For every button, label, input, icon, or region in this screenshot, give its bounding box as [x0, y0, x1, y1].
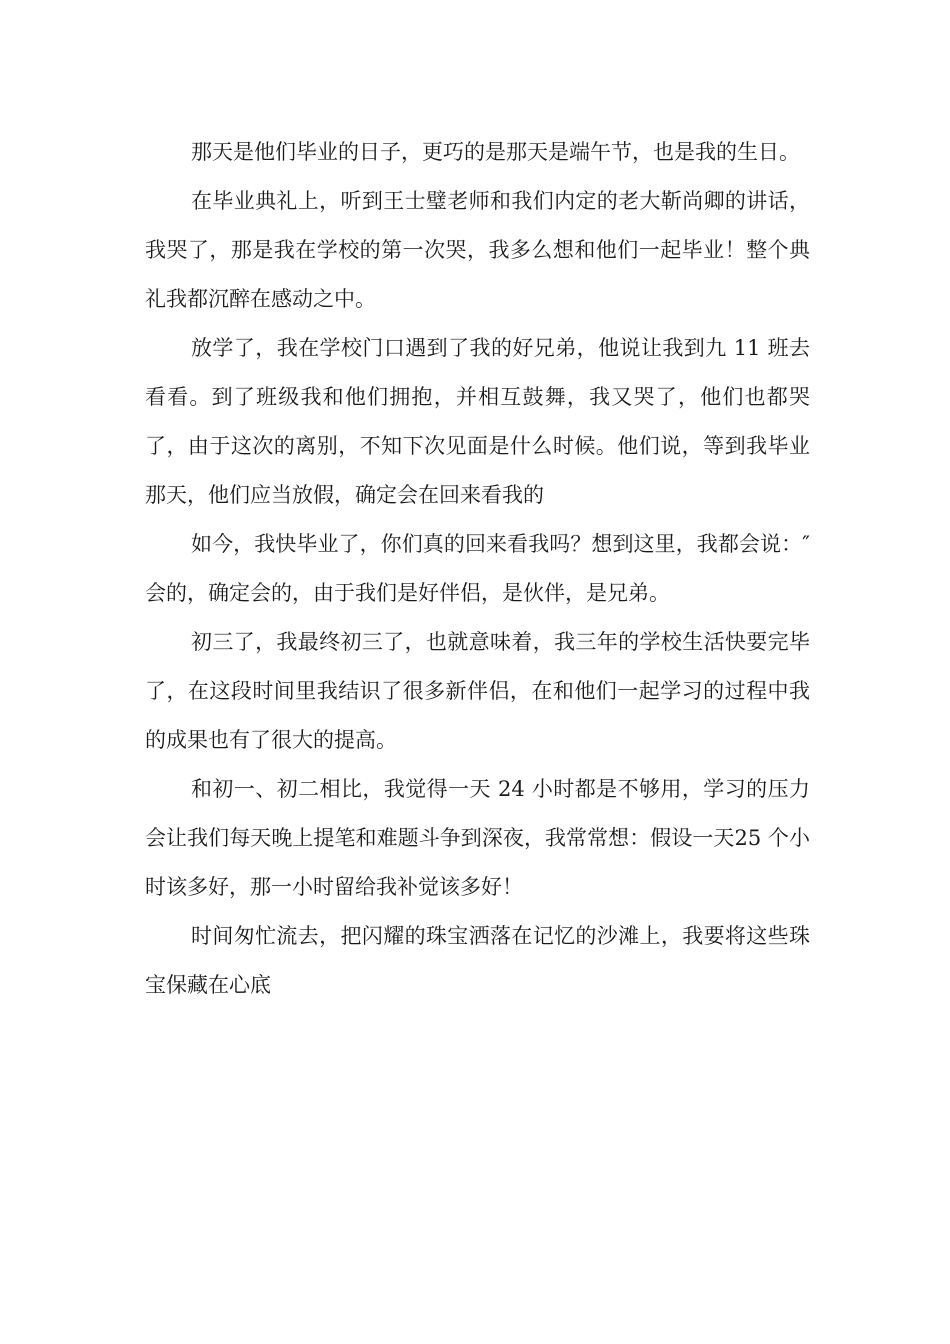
paragraph: 那天是他们毕业的日子，更巧的是那天是端午节，也是我的生日。	[191, 140, 800, 164]
document-body	[145, 128, 810, 1010]
paragraph: 和初一、初二相比，我觉得一天 24 小时都是不够用，学习的压力会让我们每天晚上提笔和难题斗争到深夜，我常常想：假设一天25 个小时该多好，那一小时留给我补觉该多好！	[145, 777, 810, 899]
paragraph: 初三了，我最终初三了，也就意味着，我三年的学校生活快要完毕了，在这段时间里我结识了很多新伴侣，在和他们一起学习的过程中我的成果也有了很大的提高。	[145, 630, 810, 752]
paragraph: 在毕业典礼上，听到王士璧老师和我们内定的老大靳尚卿的讲话，我哭了，那是我在学校的第一次哭，我多么想和他们一起毕业！整个典礼我都沉醉在感动之中。	[145, 189, 810, 311]
paragraph: 放学了，我在学校门口遇到了我的好兄弟，他说让我到九 11 班去看看。到了班级我和他们拥抱，并相互鼓舞，我又哭了，他们也都哭了，由于这次的离别，不知下次见面是什么时候。他们说，等到我毕业那天，他们应当放假，确定会在回来看我的	[145, 336, 810, 507]
paragraph: 时间匆忙流去，把闪耀的珠宝洒落在记忆的沙滩上，我要将这些珠宝保藏在心底	[145, 924, 810, 997]
paragraph: 如今，我快毕业了，你们真的回来看我吗？想到这里，我都会说：″会的，确定会的，由于我们是好伴侣，是伙伴，是兄弟。	[145, 532, 810, 605]
